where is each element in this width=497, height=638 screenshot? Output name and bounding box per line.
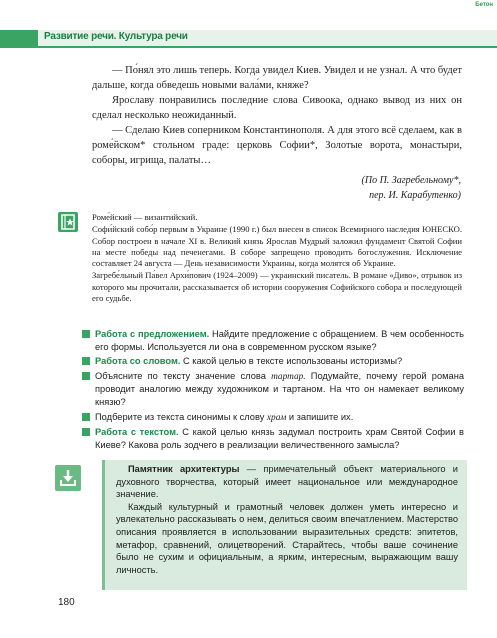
section-title: Развитие речи. Культура речи [44,31,188,42]
task-keyword: Работа с предложением. [95,329,210,339]
download-tray-icon [55,465,81,491]
task-text: и запишите их. [286,411,354,422]
info-box-paragraph: Каждый культурный и грамотный человек должен уметь интересно и увлекательно рассказывать о нем, делиться своим впечатлением. Мастерство описания проявляется в использовании выразительных средств: эпитетов, метафор, сравнений, олицетворений. Старайтесь, чтобы ваше сочинение было не сухим и официальным, а ярким, интересным, выражающим вашу личность. [116,501,458,575]
task-bullet-icon [82,428,90,436]
info-box-definition [116,463,458,501]
story-paragraph: — Сделаю Киев соперником Константинополя. А для этого всё сделаем, как в роме́йском* стольном граде: церковь Софии*, Золотые ворота, монастыри, соборы, игрища, палаты… [92,125,462,166]
task-bullet-icon [82,372,90,380]
task-bullet-icon [82,413,90,421]
task-item [82,370,464,409]
task-list [82,328,464,453]
page-number: 180 [58,597,75,608]
task-item [82,426,464,451]
note-item: Софи́йский собо́р первым в Украине (1990 г.) был внесен в список Всемирного наследия ЮНЕСКО. Собор построен в начале XI в. Великий князь Ярослав Мудрый заложил фундамент Святой Софии на месте победы над печенегами. В соборе запрещено проводить богослужения. Исключение составляет 24 августа — День независимости Украины, когда молятся об Украине. [92,224,462,269]
task-keyword: Работа с текстом. [95,427,179,438]
note-item: Роме́йский — византийский. [92,212,198,222]
note-item: Загребе́льный Па́вел Архи́пович (1924–2009) — украинский писатель. В романе «Диво», отрывок из которого мы прочитали, рассказывается об истории сооружения Софийского собора и последующей его судьбе. [92,270,462,304]
story-source [362,173,461,203]
section-header-divider [0,46,497,48]
info-box-term: Памятник архитектуры [128,464,240,474]
story-paragraph: — По́нял это лишь теперь. Когда увидел Киев. Увидел и не узнал. А что будет дальше, когда обведешь новыми вала́ми, княже? [92,65,462,91]
glossary-notes [92,212,462,305]
task-keyword: Работа со словом. [95,356,181,367]
task-bullet-icon [82,357,90,365]
task-text: Подумайте, почему герой романа проводит аналогию между художником и тартаном. На что он намекает великому князю? [95,370,464,407]
task-bullet-icon [82,330,90,338]
info-box-text [116,463,458,576]
task-text: С какой целью в тексте использованы историзмы? [180,356,403,367]
story-paragraph: Ярославу понравились последние слова Сивоока, однако вывод из них он сделал несколько неожиданный. [92,95,462,121]
task-item [82,355,464,368]
info-box-definition-text: — примечательный объект материального и духовного творчества, который имеет национальное или международное значение. [116,464,459,500]
task-item [82,328,464,353]
task-item [82,411,464,425]
task-term: храм [266,412,287,423]
story-text [92,63,462,168]
source-translator: пер. И. Карабутенко) [369,190,461,201]
source-author: (По П. Загребельному*, [361,175,461,186]
task-text: С какой целью князь задумал построить храм Святой Софии в Киеве? Какова роль зодчего в реализации величественного замысла? [95,427,464,450]
section-header-accent [0,30,38,46]
task-term: тартар. [271,371,306,382]
publisher-logo: Бетон [475,2,493,8]
task-text: Подберите из текста синонимы к слову [95,411,267,422]
book-star-icon [58,212,78,232]
task-text: Найдите предложение с обращением. В чем особенность его формы. Используется ли она в современном русском языке? [95,329,464,352]
task-text: Объясните по тексту значение слова [95,370,272,381]
